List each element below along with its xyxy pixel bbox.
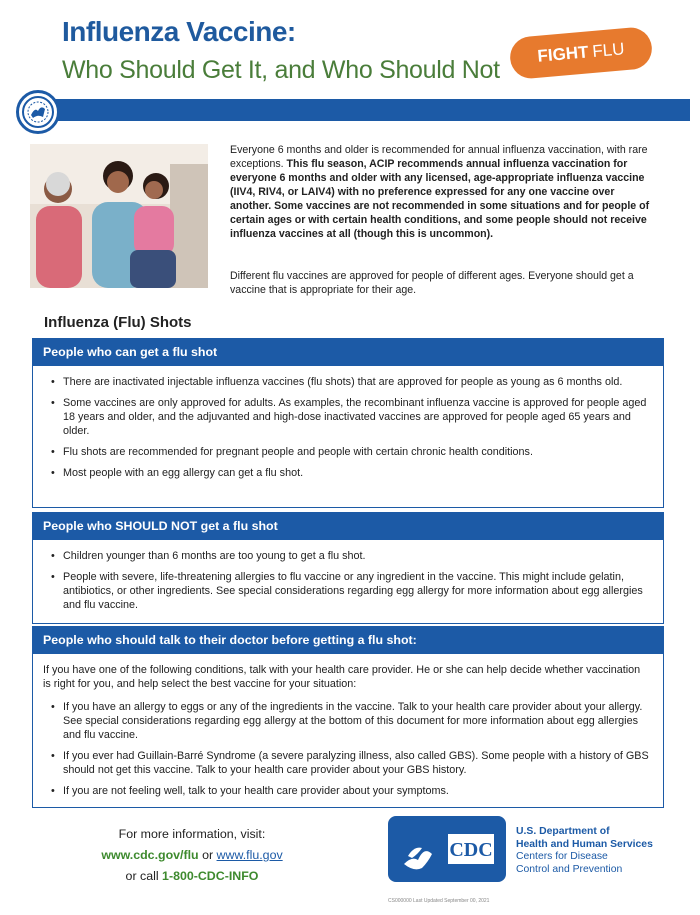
dept-line-2: Health and Human Services [516,838,653,850]
bullet-list [33,691,663,809]
header-bar [40,99,690,121]
intro-paragraph [230,143,650,241]
more-info-label: For more information, visit: [118,827,266,841]
section-title: People who should talk to their doctor before getting a flu shot: [33,627,663,654]
bullet-list [33,540,663,623]
cdc-flu-link[interactable]: www.cdc.gov/flu [101,848,199,862]
list-item: • Some vaccines are only approved for adults. As examples, the recombinant influenza vaccine is approved for people aged 18 years and older, and the adjuvanted and high-dose inactivated vaccines are approved for people aged 65 years and older. [51,396,649,438]
list-item: • Most people with an egg allergy can get a flu shot. [51,466,649,480]
should-not-get-flu-shot-section [32,512,664,624]
family-photo [30,144,208,288]
list-item: • There are inactivated injectable influenza vaccines (flu shots) that are approved for people as young as 6 months old. [51,375,649,389]
dept-line-1: U.S. Department of [516,826,610,837]
flu-gov-link[interactable]: www.flu.gov [216,848,283,862]
phone-number: 1-800-CDC-INFO [162,869,259,883]
badge-flu-text: FLU [591,39,626,61]
section-lead-text: If you have one of the following conditions, talk with your health care provider. He or she can help decide whether vaccination is right for you, and help select the best vaccine for your situation: [43,664,641,690]
intro-bold-text: This flu season, ACIP recommends annual influenza vaccination for everyone 6 months and older with any licensed, age-appropriate influenza vaccine (IIV4, RIV4, or LAIV4) with no preference expressed for any one vaccine over another. Some vaccines are not recommended in some situations and for people of certain ages or with certain health conditions, and some people should not receive influenza vaccines at all (though this is uncommon). [230,158,650,240]
page-title: Influenza Vaccine: [62,16,296,47]
badge-fight-text: FIGHT [536,42,590,66]
fight-flu-badge [508,26,653,80]
bullet-list [33,366,663,491]
or-text: or [198,848,217,862]
list-item: • If you ever had Guillain-Barré Syndrome (a severe paralyzing illness, also called GBS). Some people with a history of GBS should not get this vaccine. Talk to your health care provider about your GBS history. [51,749,649,777]
cdc-logo [388,816,506,882]
footnote: CS000000 Last Updated September 00, 2021 [388,898,490,904]
page-subtitle: Who Should Get It, and Who Should Not [62,56,500,84]
hhs-cdc-text [516,826,653,876]
list-item: • Flu shots are recommended for pregnant people and people with certain chronic health conditions. [51,445,649,459]
list-item: • People with severe, life-threatening allergies to flu vaccine or any ingredient in the vaccine. This might include gelatin, antibiotics, or other ingredients. See special considerations regarding egg allergy for more information about egg allergies and flu vaccine. [51,570,649,612]
intro-paragraph-2: Different flu vaccines are approved for people of different ages. Everyone should get a vaccine that is appropriate for their age. [230,270,634,296]
section-title: People who can get a flu shot [33,339,663,366]
intro-text: Everyone 6 months and older is recommended for annual influenza vaccination, with rare exceptions. [230,144,648,170]
list-item: • If you have an allergy to eggs or any of the ingredients in the vaccine. Talk to your health care provider about your allergy. See special considerations regarding egg allergy at the bottom of this document for more information about egg allergies and flu vaccine. [51,700,649,742]
list-item: • Children younger than 6 months are too young to get a flu shot. [51,549,649,563]
can-get-flu-shot-section [32,338,664,508]
section-heading: Influenza (Flu) Shots [44,314,192,331]
call-prefix: or call [125,869,163,883]
centers-line-1: Centers for Disease [516,851,608,862]
more-info-block [82,824,302,887]
hhs-seal-icon [16,90,60,134]
list-item: • If you are not feeling well, talk to your health care provider about your symptoms. [51,784,649,798]
cdc-logo-text: CDC [449,839,493,861]
centers-line-2: Control and Prevention [516,863,623,875]
talk-to-doctor-section [32,626,664,808]
section-title: People who SHOULD NOT get a flu shot [33,513,663,540]
